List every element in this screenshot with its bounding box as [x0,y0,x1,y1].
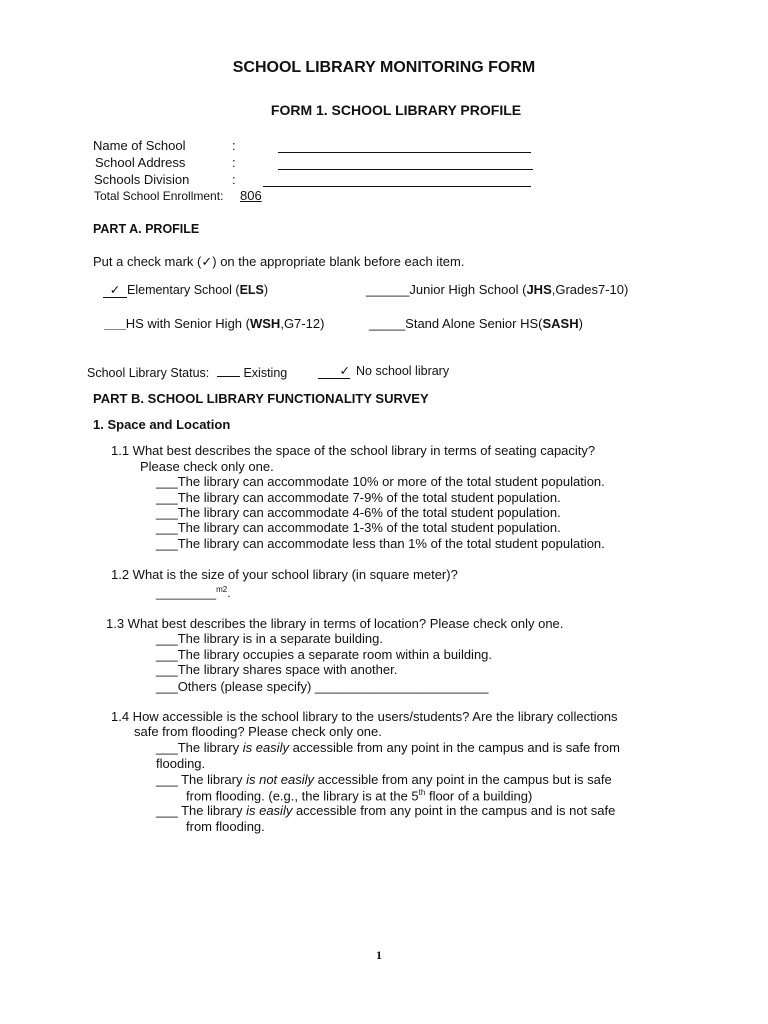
q14-opt2-pre: ___ The library [156,772,247,787]
school-address-label: School Address [95,155,186,170]
schools-division-field[interactable] [263,186,531,187]
q14-option-3-cont: from flooding. [186,819,265,834]
part-b-heading: PART B. SCHOOL LIBRARY FUNCTIONALITY SURVEY [93,391,429,406]
q14-option-1-cont: flooding. [156,756,206,771]
q11-option[interactable]: ___The library can accommodate 10% or more of the total student population. [156,474,605,489]
total-enrollment-label: Total School Enrollment: [94,189,224,203]
size-unit-tail: . [227,586,231,600]
jhs-blank: ______ [366,282,410,297]
q14-opt2-post: accessible from any point in the campus but is safe [314,772,612,787]
question-1-1: 1.1 What best describes the space of the school library in terms of seating capacity? [111,443,596,458]
form-title: SCHOOL LIBRARY MONITORING FORM [232,59,536,76]
no-library-label: No school library [356,364,450,378]
option-sash[interactable] [369,317,583,332]
no-library-check-mark: ✓ [318,364,350,379]
question-1-4: 1.4 How accessible is the school library to the users/students? Are the library collections [111,709,618,724]
total-enrollment-value[interactable]: 806 [240,188,262,203]
els-check-mark: ✓ [103,283,127,298]
size-answer-blank: _________ [156,586,217,600]
wsh-label-abbr: WSH [249,316,281,331]
q14-option-1[interactable] [156,741,620,756]
wsh-label-post: ,G7-12) [280,316,325,331]
section-1-heading: 1. Space and Location [93,417,231,432]
q14-opt2-cont-pre: from flooding. (e.g., the library is at the 5 [186,788,419,804]
status-existing[interactable] [217,366,287,380]
wsh-blank: ___ [104,316,126,331]
q11-option[interactable]: ___The library can accommodate 7-9% of the total student population. [156,490,561,505]
els-label-pre: Elementary School ( [127,283,240,297]
q14-opt3-post: accessible from any point in the campus and is not safe [292,803,616,818]
q11-option[interactable]: ___The library can accommodate 4-6% of the total student population. [156,505,561,520]
q13-option[interactable]: ___The library shares space with another. [156,662,398,677]
name-of-school-label: Name of School [93,138,186,153]
q13-option-others[interactable]: ___Others (please specify) ________________________ [156,679,489,694]
question-1-3: 1.3 What best describes the library in terms of location? Please check only one. [106,616,564,631]
q14-opt1-post: accessible from any point in the campus and is safe from [288,740,620,755]
name-of-school-field[interactable] [278,152,531,153]
form-subtitle: FORM 1. SCHOOL LIBRARY PROFILE [270,102,522,118]
sash-label-abbr: SASH [542,316,579,331]
sash-label-pre: Stand Alone Senior HS( [405,316,543,331]
q14-opt2-cont-post: floor of a building) [425,788,533,804]
size-unit: m2 [216,585,228,594]
option-wsh[interactable] [104,317,324,332]
jhs-label-post: ,Grades7-10) [551,282,629,297]
status-no-library[interactable] [318,364,449,379]
existing-blank [217,376,240,377]
part-a-instruction: Put a check mark (✓) on the appropriate blank before each item. [93,254,465,269]
address-colon: : [232,155,236,170]
schools-division-label: Schools Division [94,172,190,187]
q14-opt2-em: is not easily [246,772,315,787]
division-colon: : [232,172,236,187]
q14-option-2[interactable] [156,773,612,788]
library-status-label: School Library Status: [87,366,210,380]
page-number: 1 [376,948,382,962]
jhs-label-pre: Junior High School ( [409,282,527,297]
q14-opt3-pre: ___ The library [156,803,247,818]
question-1-1-note: Please check only one. [140,459,274,474]
q13-option[interactable]: ___The library is in a separate building. [156,631,383,646]
option-jhs[interactable] [366,283,628,298]
q14-opt1-em: is easily [242,740,289,755]
part-a-heading: PART A. PROFILE [93,222,200,236]
q11-option[interactable]: ___The library can accommodate 1-3% of the total student population. [156,520,561,535]
question-1-2: 1.2 What is the size of your school library (in square meter)? [111,567,458,582]
q11-option[interactable]: ___The library can accommodate less than 1% of the total student population. [156,536,605,551]
q14-opt2-sup: th [418,788,426,797]
els-label-abbr: ELS [239,283,264,297]
wsh-label-pre: HS with Senior High ( [125,316,250,331]
q13-option[interactable]: ___The library occupies a separate room within a building. [156,647,493,662]
name-colon: : [232,138,236,153]
question-1-4-note: safe from flooding? Please check only one. [134,724,382,739]
size-answer-field[interactable] [156,585,231,601]
q14-opt1-pre: ___The library [156,740,243,755]
sash-blank: _____ [369,316,406,331]
q14-option-3[interactable] [156,804,615,819]
els-label-post: ) [263,283,269,297]
q14-opt3-em: is easily [246,803,293,818]
existing-label: Existing [240,366,288,380]
jhs-label-abbr: JHS [526,282,552,297]
option-els[interactable] [103,283,268,298]
sash-label-post: ) [578,316,583,331]
school-address-field[interactable] [278,169,533,170]
q14-option-2-cont [186,788,532,804]
